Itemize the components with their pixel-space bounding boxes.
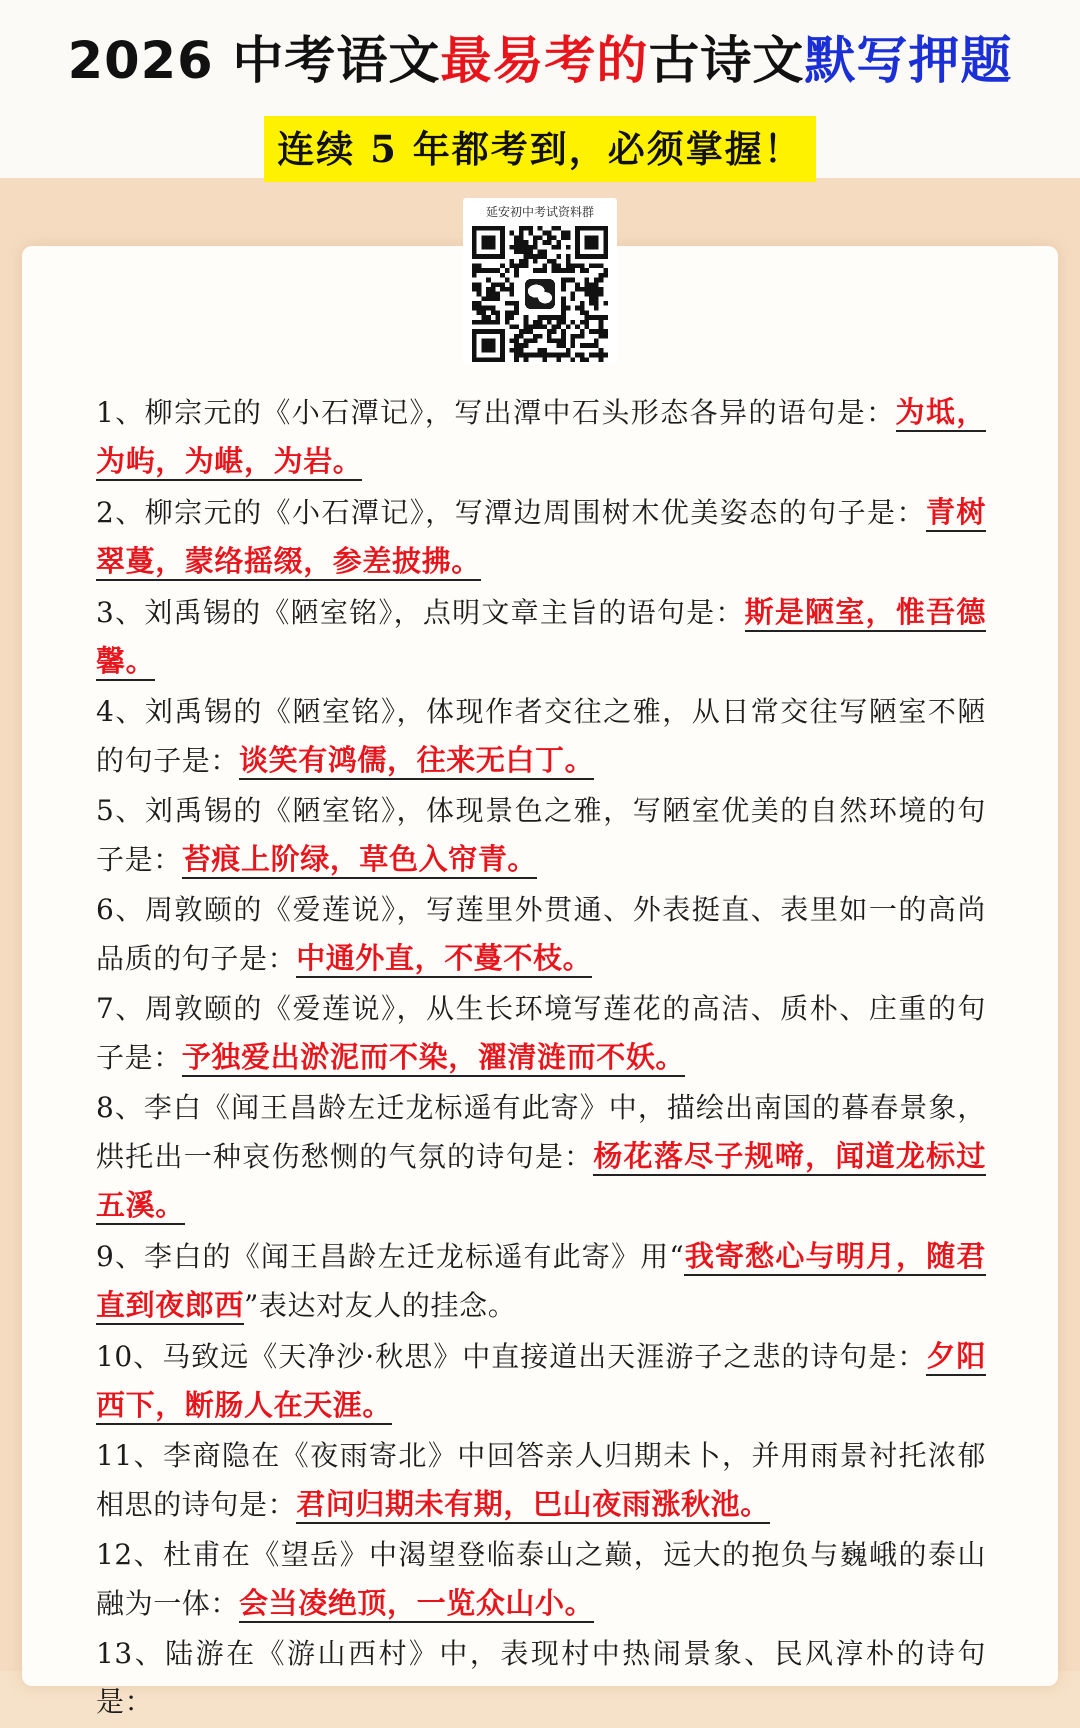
question-item: [96, 488, 986, 586]
answer-text: 为坻，为屿，为嵁，为岩。: [96, 395, 986, 481]
question-text: 柳宗元的《小石潭记》，写潭边周围树木优美姿态的句子是：: [144, 496, 926, 529]
title-part-3: 古诗文: [648, 32, 805, 91]
answer-text: 会当凌绝顶，一览众山小。: [239, 1586, 594, 1623]
answer-text: 谈笑有鸿儒，往来无白丁。: [239, 743, 594, 780]
answer-text: 夕阳西下，断肠人在天涯。: [96, 1339, 986, 1425]
answer-text: 青树翠蔓，蒙络摇缀，参差披拂。: [96, 495, 986, 581]
question-text: 周敦颐的《爱莲说》，从生长环境写莲花的高洁、质朴、庄重的句子是：: [96, 992, 987, 1074]
question-item: [96, 886, 986, 983]
question-text: 刘禹锡的《陋室铭》，体现景色之雅，写陋室优美的自然环境的句子是：: [96, 794, 987, 876]
question-number: 5、: [96, 794, 145, 827]
answer-text: 我寄愁心与明月，随君直到夜郎西: [96, 1239, 986, 1325]
question-number: 6、: [96, 893, 145, 926]
question-text: 马致远《天净沙·秋思》中直接道出天涯游子之悲的诗句是：: [162, 1340, 927, 1373]
question-text: 刘禹锡的《陋室铭》，体现作者交往之雅，从日常交往写陋室不陋的句子是：: [96, 695, 987, 777]
question-number: 8、: [96, 1091, 144, 1124]
answer-text: 斯是陋室，惟吾德馨。: [96, 595, 986, 681]
question-number: 3、: [96, 596, 145, 629]
title-part-4: 默写押题: [804, 32, 1013, 91]
question-item: [96, 1432, 986, 1529]
question-number: 1、: [96, 396, 145, 429]
question-item: [96, 1084, 986, 1230]
question-item: [96, 787, 986, 884]
question-number: 10、: [96, 1340, 163, 1373]
question-text: 陆游在《游山西村》中，表现村中热闹景象、民风淳朴的诗句是：: [96, 1637, 986, 1718]
question-item: [96, 1531, 986, 1628]
title-part-1: 2026 中考语文: [67, 32, 441, 91]
question-item: [96, 588, 986, 686]
answer-text: 君问归期未有期，巴山夜雨涨秋池。: [296, 1487, 770, 1524]
qr-caption: 延安初中考试资料群: [485, 205, 594, 219]
question-number: 2、: [96, 496, 145, 529]
question-number: 13、: [96, 1637, 166, 1670]
answer-text: 中通外直，不蔓不枝。: [296, 941, 592, 978]
question-number: 9、: [96, 1240, 145, 1273]
question-item: [96, 985, 986, 1082]
question-number: 4、: [96, 695, 145, 728]
question-text: 李白《闻王昌龄左迁龙标遥有此寄》中，描绘出南国的暮春景象，烘托出一种哀伤愁恻的气氛的诗句是：: [96, 1091, 986, 1173]
answer-text: 予独爱出淤泥而不染，濯清涟而不妖。: [182, 1040, 685, 1077]
question-text: 周敦颐的《爱莲说》，写莲里外贯通、外表挺直、表里如一的高尚品质的句子是：: [96, 893, 987, 975]
answer-text: 苔痕上阶绿，草色入帘青。: [182, 842, 537, 879]
question-item: [96, 1232, 986, 1330]
page-title: [0, 26, 1080, 98]
question-item: [96, 1630, 986, 1726]
question-text: 刘禹锡的《陋室铭》，点明文章主旨的语句是：: [144, 596, 745, 629]
question-number: 7、: [96, 992, 145, 1025]
question-text-tail: ”表达对友人的挂念。: [244, 1289, 517, 1322]
qr-block: [463, 198, 617, 364]
question-item: [96, 688, 986, 785]
title-part-2: 最易考的: [440, 32, 649, 91]
question-text: 杜甫在《望岳》中渴望登临泰山之巅，远大的抱负与巍峨的泰山融为一体：: [96, 1538, 986, 1620]
question-text: 李商隐在《夜雨寄北》中回答亲人归期未卜，并用雨景衬托浓郁相思的诗句是：: [96, 1439, 986, 1521]
question-text: 李白的《闻王昌龄左迁龙标遥有此寄》用“: [144, 1240, 685, 1273]
subtitle-banner: 连续 5 年都考到，必须掌握！: [264, 116, 816, 182]
question-item: [96, 1332, 986, 1430]
question-item: [96, 388, 986, 486]
question-list: [96, 388, 986, 1728]
question-number: 12、: [96, 1538, 164, 1571]
answer-text: 杨花落尽子规啼，闻道龙标过五溪。: [96, 1139, 986, 1225]
wechat-qr-code-icon: [472, 226, 608, 362]
question-text: 柳宗元的《小石潭记》，写出潭中石头形态各异的语句是：: [144, 396, 896, 429]
question-number: 11、: [96, 1439, 164, 1472]
